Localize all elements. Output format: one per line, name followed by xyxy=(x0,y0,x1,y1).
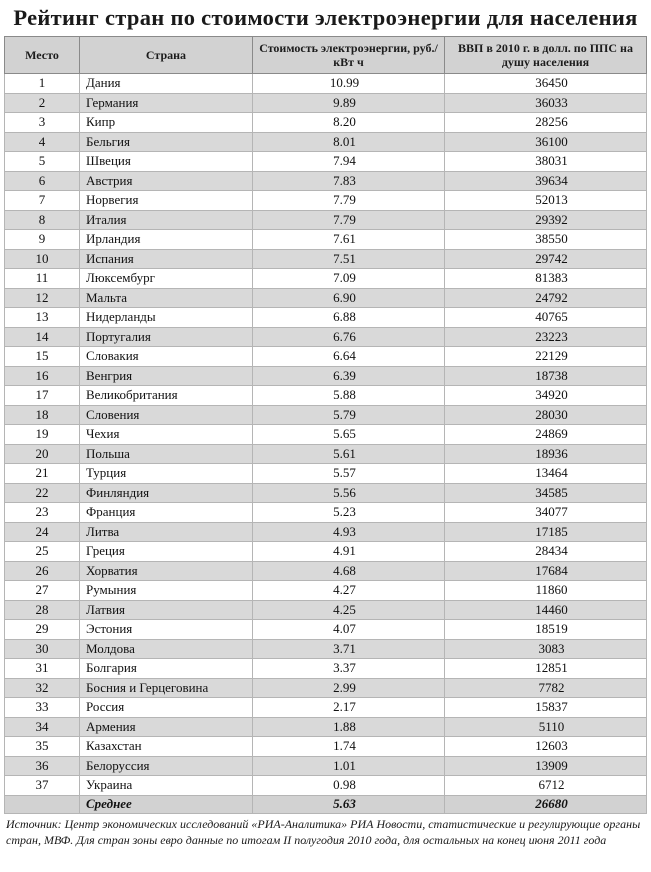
column-header-place: Место xyxy=(5,37,80,74)
cost-cell: 7.94 xyxy=(253,152,445,172)
average-place-cell xyxy=(5,795,80,813)
place-cell: 30 xyxy=(5,639,80,659)
place-cell: 3 xyxy=(5,113,80,133)
place-cell: 32 xyxy=(5,678,80,698)
average-cost: 5.63 xyxy=(253,795,445,813)
place-cell: 2 xyxy=(5,93,80,113)
country-cell: Люксембург xyxy=(80,269,253,289)
gdp-cell: 28030 xyxy=(445,405,647,425)
table-body xyxy=(5,74,647,814)
country-cell: Армения xyxy=(80,717,253,737)
cost-cell: 6.64 xyxy=(253,347,445,367)
country-cell: Ирландия xyxy=(80,230,253,250)
country-cell: Латвия xyxy=(80,600,253,620)
ranking-table xyxy=(4,36,647,814)
table-row xyxy=(5,425,647,445)
place-cell: 34 xyxy=(5,717,80,737)
table-row xyxy=(5,93,647,113)
cost-cell: 6.88 xyxy=(253,308,445,328)
table-row xyxy=(5,171,647,191)
column-header-gdp: ВВП в 2010 г. в долл. по ППС на душу населения xyxy=(445,37,647,74)
gdp-cell: 34077 xyxy=(445,503,647,523)
header-row xyxy=(5,37,647,74)
gdp-cell: 7782 xyxy=(445,678,647,698)
cost-cell: 4.27 xyxy=(253,581,445,601)
cost-cell: 4.91 xyxy=(253,542,445,562)
place-cell: 20 xyxy=(5,444,80,464)
gdp-cell: 13464 xyxy=(445,464,647,484)
place-cell: 19 xyxy=(5,425,80,445)
cost-cell: 6.39 xyxy=(253,366,445,386)
table-row xyxy=(5,191,647,211)
table-row xyxy=(5,386,647,406)
gdp-cell: 39634 xyxy=(445,171,647,191)
cost-cell: 7.83 xyxy=(253,171,445,191)
table-row xyxy=(5,717,647,737)
place-cell: 29 xyxy=(5,620,80,640)
place-cell: 27 xyxy=(5,581,80,601)
page-title: Рейтинг стран по стоимости электроэнергии для населения xyxy=(13,5,638,30)
gdp-cell: 18738 xyxy=(445,366,647,386)
place-cell: 36 xyxy=(5,756,80,776)
average-label: Среднее xyxy=(80,795,253,813)
source-note: Источник: Центр экономических исследований «РИА-Аналитика» РИА Новости, статистические и регулирующие органы стран, МВФ. Для стран зоны евро данные по итогам II полугодия 2010 года, для остальных на конец июня 2011 года xyxy=(6,817,641,847)
table-row xyxy=(5,522,647,542)
country-cell: Словения xyxy=(80,405,253,425)
gdp-cell: 12851 xyxy=(445,659,647,679)
gdp-cell: 29742 xyxy=(445,249,647,269)
place-cell: 33 xyxy=(5,698,80,718)
country-cell: Болгария xyxy=(80,659,253,679)
place-cell: 14 xyxy=(5,327,80,347)
country-cell: Босния и Герцеговина xyxy=(80,678,253,698)
table-row xyxy=(5,288,647,308)
cost-cell: 5.57 xyxy=(253,464,445,484)
place-cell: 5 xyxy=(5,152,80,172)
table-row xyxy=(5,620,647,640)
place-cell: 6 xyxy=(5,171,80,191)
cost-cell: 5.23 xyxy=(253,503,445,523)
gdp-cell: 34920 xyxy=(445,386,647,406)
table-row xyxy=(5,405,647,425)
table-row xyxy=(5,327,647,347)
country-cell: Литва xyxy=(80,522,253,542)
gdp-cell: 3083 xyxy=(445,639,647,659)
table-header xyxy=(5,37,647,74)
gdp-cell: 24792 xyxy=(445,288,647,308)
cost-cell: 1.88 xyxy=(253,717,445,737)
cost-cell: 4.68 xyxy=(253,561,445,581)
gdp-cell: 14460 xyxy=(445,600,647,620)
gdp-cell: 36450 xyxy=(445,74,647,94)
cost-cell: 10.99 xyxy=(253,74,445,94)
country-cell: Хорватия xyxy=(80,561,253,581)
average-gdp: 26680 xyxy=(445,795,647,813)
cost-cell: 1.74 xyxy=(253,737,445,757)
table-row xyxy=(5,210,647,230)
cost-cell: 5.56 xyxy=(253,483,445,503)
place-cell: 10 xyxy=(5,249,80,269)
country-cell: Греция xyxy=(80,542,253,562)
table-row xyxy=(5,249,647,269)
place-cell: 35 xyxy=(5,737,80,757)
place-cell: 22 xyxy=(5,483,80,503)
country-cell: Мальта xyxy=(80,288,253,308)
table-row xyxy=(5,347,647,367)
place-cell: 13 xyxy=(5,308,80,328)
table-row xyxy=(5,581,647,601)
cost-cell: 7.79 xyxy=(253,191,445,211)
gdp-cell: 28434 xyxy=(445,542,647,562)
place-cell: 1 xyxy=(5,74,80,94)
cost-cell: 0.98 xyxy=(253,776,445,796)
cost-cell: 7.61 xyxy=(253,230,445,250)
gdp-cell: 23223 xyxy=(445,327,647,347)
country-cell: Италия xyxy=(80,210,253,230)
gdp-cell: 17185 xyxy=(445,522,647,542)
gdp-cell: 81383 xyxy=(445,269,647,289)
cost-cell: 7.79 xyxy=(253,210,445,230)
gdp-cell: 6712 xyxy=(445,776,647,796)
country-cell: Германия xyxy=(80,93,253,113)
gdp-cell: 24869 xyxy=(445,425,647,445)
column-header-cost: Стоимость электроэнергии, руб./ кВт ч xyxy=(253,37,445,74)
gdp-cell: 17684 xyxy=(445,561,647,581)
country-cell: Норвегия xyxy=(80,191,253,211)
place-cell: 28 xyxy=(5,600,80,620)
place-cell: 4 xyxy=(5,132,80,152)
gdp-cell: 12603 xyxy=(445,737,647,757)
gdp-cell: 36033 xyxy=(445,93,647,113)
place-cell: 15 xyxy=(5,347,80,367)
average-row xyxy=(5,795,647,813)
gdp-cell: 18519 xyxy=(445,620,647,640)
country-cell: Швеция xyxy=(80,152,253,172)
table-row xyxy=(5,542,647,562)
place-cell: 26 xyxy=(5,561,80,581)
cost-cell: 1.01 xyxy=(253,756,445,776)
gdp-cell: 28256 xyxy=(445,113,647,133)
cost-cell: 4.25 xyxy=(253,600,445,620)
cost-cell: 8.01 xyxy=(253,132,445,152)
cost-cell: 5.88 xyxy=(253,386,445,406)
table-row xyxy=(5,737,647,757)
country-cell: Украина xyxy=(80,776,253,796)
cost-cell: 8.20 xyxy=(253,113,445,133)
table-row xyxy=(5,308,647,328)
place-cell: 37 xyxy=(5,776,80,796)
gdp-cell: 52013 xyxy=(445,191,647,211)
place-cell: 18 xyxy=(5,405,80,425)
place-cell: 7 xyxy=(5,191,80,211)
table-row xyxy=(5,152,647,172)
table-row xyxy=(5,659,647,679)
gdp-cell: 38550 xyxy=(445,230,647,250)
country-cell: Финляндия xyxy=(80,483,253,503)
table-row xyxy=(5,776,647,796)
place-cell: 24 xyxy=(5,522,80,542)
gdp-cell: 15837 xyxy=(445,698,647,718)
place-cell: 9 xyxy=(5,230,80,250)
table-row xyxy=(5,464,647,484)
country-cell: Франция xyxy=(80,503,253,523)
country-cell: Бельгия xyxy=(80,132,253,152)
cost-cell: 3.37 xyxy=(253,659,445,679)
table-row xyxy=(5,698,647,718)
country-cell: Чехия xyxy=(80,425,253,445)
country-cell: Португалия xyxy=(80,327,253,347)
cost-cell: 6.90 xyxy=(253,288,445,308)
country-cell: Нидерланды xyxy=(80,308,253,328)
country-cell: Россия xyxy=(80,698,253,718)
gdp-cell: 22129 xyxy=(445,347,647,367)
country-cell: Словакия xyxy=(80,347,253,367)
cost-cell: 3.71 xyxy=(253,639,445,659)
country-cell: Эстония xyxy=(80,620,253,640)
country-cell: Белоруссия xyxy=(80,756,253,776)
place-cell: 11 xyxy=(5,269,80,289)
gdp-cell: 29392 xyxy=(445,210,647,230)
column-header-country: Страна xyxy=(80,37,253,74)
table-row xyxy=(5,230,647,250)
gdp-cell: 40765 xyxy=(445,308,647,328)
country-cell: Турция xyxy=(80,464,253,484)
place-cell: 25 xyxy=(5,542,80,562)
place-cell: 16 xyxy=(5,366,80,386)
place-cell: 8 xyxy=(5,210,80,230)
table-row xyxy=(5,639,647,659)
cost-cell: 4.07 xyxy=(253,620,445,640)
gdp-cell: 18936 xyxy=(445,444,647,464)
cost-cell: 2.17 xyxy=(253,698,445,718)
table-row xyxy=(5,483,647,503)
table-row xyxy=(5,444,647,464)
table-row xyxy=(5,756,647,776)
table-row xyxy=(5,74,647,94)
country-cell: Австрия xyxy=(80,171,253,191)
country-cell: Испания xyxy=(80,249,253,269)
table-row xyxy=(5,269,647,289)
country-cell: Кипр xyxy=(80,113,253,133)
cost-cell: 7.51 xyxy=(253,249,445,269)
country-cell: Казахстан xyxy=(80,737,253,757)
gdp-cell: 5110 xyxy=(445,717,647,737)
place-cell: 21 xyxy=(5,464,80,484)
cost-cell: 4.93 xyxy=(253,522,445,542)
table-row xyxy=(5,561,647,581)
cost-cell: 5.65 xyxy=(253,425,445,445)
cost-cell: 9.89 xyxy=(253,93,445,113)
gdp-cell: 13909 xyxy=(445,756,647,776)
table-row xyxy=(5,366,647,386)
place-cell: 17 xyxy=(5,386,80,406)
cost-cell: 5.79 xyxy=(253,405,445,425)
gdp-cell: 36100 xyxy=(445,132,647,152)
table-row xyxy=(5,132,647,152)
place-cell: 23 xyxy=(5,503,80,523)
place-cell: 31 xyxy=(5,659,80,679)
country-cell: Румыния xyxy=(80,581,253,601)
table-row xyxy=(5,503,647,523)
cost-cell: 2.99 xyxy=(253,678,445,698)
gdp-cell: 11860 xyxy=(445,581,647,601)
table-row xyxy=(5,678,647,698)
country-cell: Молдова xyxy=(80,639,253,659)
cost-cell: 5.61 xyxy=(253,444,445,464)
table-row xyxy=(5,600,647,620)
country-cell: Польша xyxy=(80,444,253,464)
country-cell: Дания xyxy=(80,74,253,94)
gdp-cell: 34585 xyxy=(445,483,647,503)
place-cell: 12 xyxy=(5,288,80,308)
country-cell: Венгрия xyxy=(80,366,253,386)
country-cell: Великобритания xyxy=(80,386,253,406)
gdp-cell: 38031 xyxy=(445,152,647,172)
cost-cell: 6.76 xyxy=(253,327,445,347)
cost-cell: 7.09 xyxy=(253,269,445,289)
table-row xyxy=(5,113,647,133)
